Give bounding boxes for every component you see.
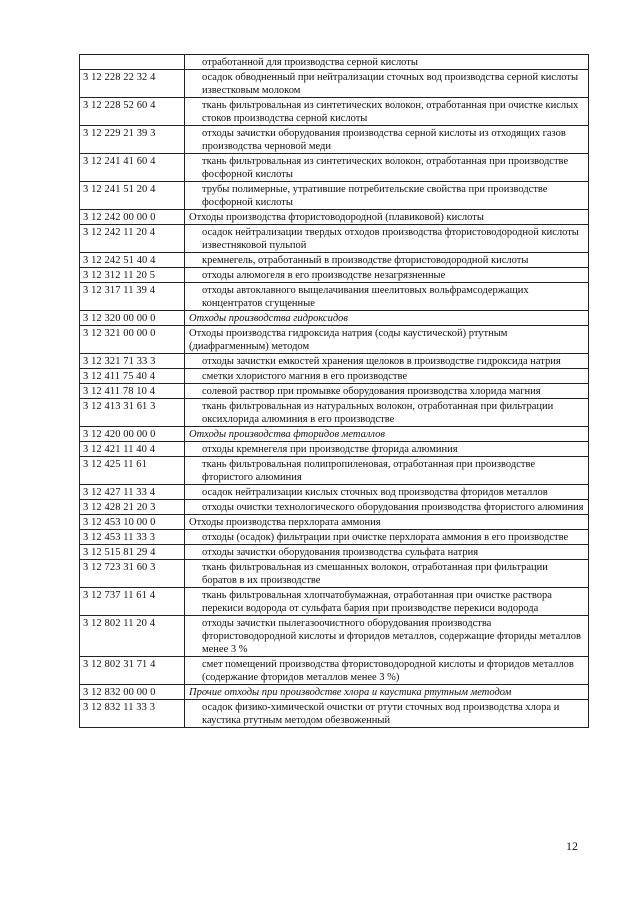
- waste-classification-table: [79, 54, 589, 728]
- table-row: [80, 500, 589, 515]
- waste-code: 3 12 421 11 40 4: [80, 442, 185, 457]
- table-row: [80, 55, 589, 70]
- table-row: [80, 268, 589, 283]
- table-row: [80, 485, 589, 500]
- waste-description: трубы полимерные, утратившие потребительские свойства при производстве фосфорной кислоты: [185, 182, 589, 210]
- waste-code: 3 12 320 00 00 0: [80, 311, 185, 326]
- waste-description: отходы алюмогеля в его производстве незагрязненные: [185, 268, 589, 283]
- waste-code: 3 12 321 00 00 0: [80, 326, 185, 354]
- waste-code: 3 12 427 11 33 4: [80, 485, 185, 500]
- waste-code: 3 12 317 11 39 4: [80, 283, 185, 311]
- waste-description: отходы кремнегеля при производстве фторида алюминия: [185, 442, 589, 457]
- table-row: [80, 657, 589, 685]
- waste-code: 3 12 428 21 20 3: [80, 500, 185, 515]
- waste-code: 3 12 425 11 61: [80, 457, 185, 485]
- waste-code: 3 12 453 10 00 0: [80, 515, 185, 530]
- table-row: [80, 98, 589, 126]
- waste-description: осадок физико-химической очистки от ртути сточных вод производства хлора и каустика ртутным методом обезвоженный: [185, 700, 589, 728]
- section-title: Отходы производства фтористоводородной (плавиковой) кислоты: [185, 210, 589, 225]
- waste-description: отходы автоклавного выщелачивания шеелитовых вольфрамсодержащих концентратов сгущенные: [185, 283, 589, 311]
- waste-description: солевой раствор при промывке оборудования производства хлорида магния: [185, 384, 589, 399]
- section-header-row: [80, 326, 589, 354]
- waste-code: 3 12 802 31 71 4: [80, 657, 185, 685]
- waste-description: осадок нейтрализации кислых сточных вод производства фторидов металлов: [185, 485, 589, 500]
- waste-code: 3 12 413 31 61 3: [80, 399, 185, 427]
- table-row: [80, 354, 589, 369]
- waste-description: отходы (осадок) фильтрации при очистке перхлората аммония в его производстве: [185, 530, 589, 545]
- waste-code: 3 12 312 11 20 5: [80, 268, 185, 283]
- waste-code: 3 12 802 11 20 4: [80, 616, 185, 657]
- table-row: [80, 283, 589, 311]
- section-header-row: [80, 311, 589, 326]
- waste-description: сметки хлористого магния в его производстве: [185, 369, 589, 384]
- waste-description: ткань фильтровальная полипропиленовая, отработанная при производстве фтористого алюминия: [185, 457, 589, 485]
- table-row: [80, 616, 589, 657]
- table-row: [80, 545, 589, 560]
- waste-description: ткань фильтровальная хлопчатобумажная, отработанная при очистке раствора перекиси водорода от сульфата бария при производстве перекиси водорода: [185, 588, 589, 616]
- waste-description: отходы зачистки пылегазоочистного оборудования производства фтористоводородной кислоты и фторидов металлов, содержащие фториды металлов менее 3 %: [185, 616, 589, 657]
- table-row: [80, 70, 589, 98]
- waste-code: 3 12 723 31 60 3: [80, 560, 185, 588]
- waste-code: 3 12 228 22 32 4: [80, 70, 185, 98]
- section-header-row: [80, 515, 589, 530]
- waste-code: [80, 55, 185, 70]
- table-row: [80, 384, 589, 399]
- table-row: [80, 442, 589, 457]
- section-title: Отходы производства фторидов металлов: [185, 427, 589, 442]
- section-title: Отходы производства гидроксидов: [185, 311, 589, 326]
- waste-code: 3 12 832 00 00 0: [80, 685, 185, 700]
- waste-description: смет помещений производства фтористоводородной кислоты и фторидов металлов (содержание фторидов металлов менее 3 %): [185, 657, 589, 685]
- table-row: [80, 126, 589, 154]
- waste-code: 3 12 241 51 20 4: [80, 182, 185, 210]
- waste-code: 3 12 242 11 20 4: [80, 225, 185, 253]
- table-row: [80, 560, 589, 588]
- waste-code: 3 12 242 00 00 0: [80, 210, 185, 225]
- section-title: Прочие отходы при производстве хлора и каустика ртутным методом: [185, 685, 589, 700]
- section-header-row: [80, 685, 589, 700]
- table-row: [80, 399, 589, 427]
- waste-code: 3 12 242 51 40 4: [80, 253, 185, 268]
- table-row: [80, 182, 589, 210]
- waste-description: отходы очистки технологического оборудования производства фтористого алюминия: [185, 500, 589, 515]
- waste-code: 3 12 229 21 39 3: [80, 126, 185, 154]
- section-title: Отходы производства перхлората аммония: [185, 515, 589, 530]
- table-row: [80, 225, 589, 253]
- waste-description: ткань фильтровальная из натуральных волокон, отработанная при фильтрации оксихлорида алюминия в его производстве: [185, 399, 589, 427]
- waste-description: отходы зачистки оборудования производства серной кислоты из отходящих газов производства черновой меди: [185, 126, 589, 154]
- table-row: [80, 457, 589, 485]
- waste-description: ткань фильтровальная из смешанных волокон, отработанная при фильтрации боратов в их производстве: [185, 560, 589, 588]
- waste-description: отходы зачистки оборудования производства сульфата натрия: [185, 545, 589, 560]
- waste-code: 3 12 515 81 29 4: [80, 545, 185, 560]
- table-row: [80, 700, 589, 728]
- waste-code: 3 12 420 00 00 0: [80, 427, 185, 442]
- waste-description: осадок нейтрализации твердых отходов производства фтористоводородной кислоты известняковой пульпой: [185, 225, 589, 253]
- waste-description: отходы зачистки емкостей хранения щелоков в производстве гидроксида натрия: [185, 354, 589, 369]
- table-row: [80, 253, 589, 268]
- waste-code: 3 12 453 11 33 3: [80, 530, 185, 545]
- page-number: 12: [566, 839, 578, 853]
- table-row: [80, 154, 589, 182]
- section-header-row: [80, 210, 589, 225]
- waste-code: 3 12 228 52 60 4: [80, 98, 185, 126]
- waste-code: 3 12 321 71 33 3: [80, 354, 185, 369]
- section-title: Отходы производства гидроксида натрия (соды каустической) ртутным (диафрагменным) методом: [185, 326, 589, 354]
- waste-code: 3 12 737 11 61 4: [80, 588, 185, 616]
- table-row: [80, 530, 589, 545]
- section-header-row: [80, 427, 589, 442]
- waste-description: кремнегель, отработанный в производстве фтористоводородной кислоты: [185, 253, 589, 268]
- table-row: [80, 369, 589, 384]
- waste-code: 3 12 411 75 40 4: [80, 369, 185, 384]
- waste-description: ткань фильтровальная из синтетических волокон, отработанная при производстве фосфорной кислоты: [185, 154, 589, 182]
- waste-description: ткань фильтровальная из синтетических волокон, отработанная при очистке кислых стоков производства серной кислоты: [185, 98, 589, 126]
- waste-code: 3 12 832 11 33 3: [80, 700, 185, 728]
- waste-code: 3 12 411 78 10 4: [80, 384, 185, 399]
- waste-code: 3 12 241 41 60 4: [80, 154, 185, 182]
- waste-description: осадок обводненный при нейтрализации сточных вод производства серной кислоты известковым молоком: [185, 70, 589, 98]
- table-row: [80, 588, 589, 616]
- waste-description: отработанной для производства серной кислоты: [185, 55, 589, 70]
